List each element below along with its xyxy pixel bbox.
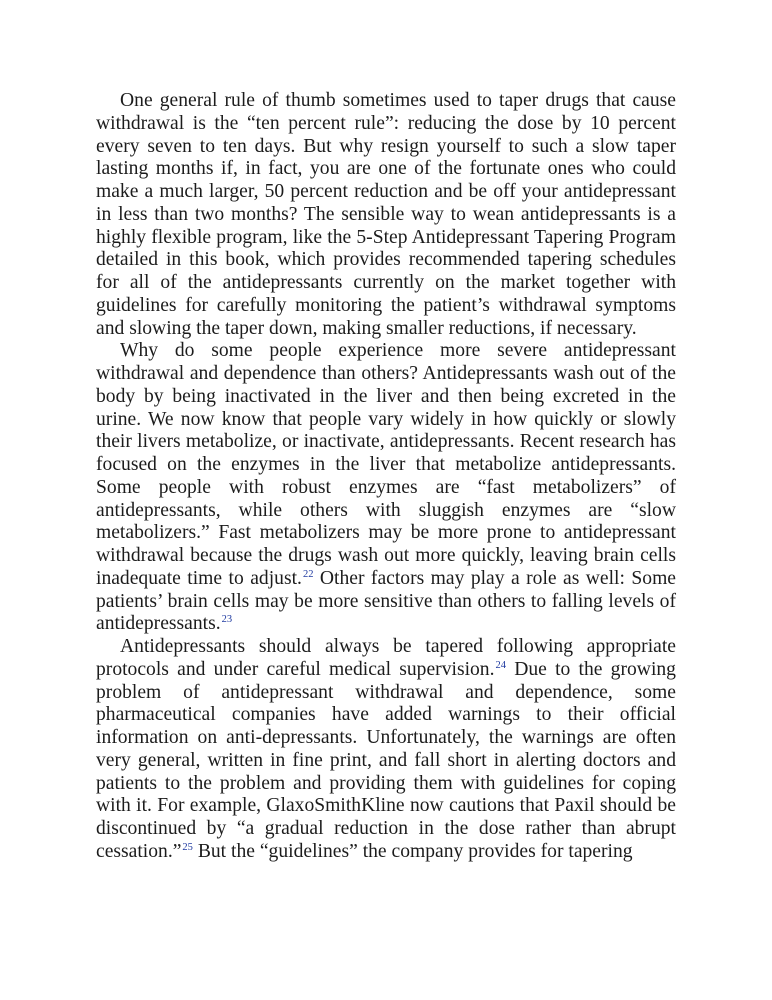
paragraph-text: But the “guidelines” the company provides for tapering — [192, 840, 633, 862]
footnote-ref-22[interactable]: 22 — [302, 568, 314, 580]
paragraph-metabolizers — [96, 340, 676, 636]
footnote-ref-24[interactable]: 24 — [495, 659, 507, 671]
paragraph-warnings — [96, 636, 676, 864]
paragraph-text: Antidepressants should always be tapered following appropriate protocols and under careful medical supervision. — [96, 636, 676, 680]
footnote-ref-23[interactable]: 23 — [221, 614, 233, 626]
footnote-ref-25[interactable]: 25 — [182, 841, 193, 853]
paragraph-text: Due to the growing problem of antidepressant withdrawal and dependence, some pharmaceutical companies have added warnings to their official information on anti-depressants. Unfortunately, the warnings are often very general, written in fine print, and fall short in alerting doctors and patients to the problem and providing them with guidelines for coping with it. For example, GlaxoSmithKline now cautions that Paxil should be discontinued by “a gradual reduction in the dose rather than abrupt cessation.” — [96, 658, 676, 862]
document-page — [96, 90, 676, 864]
paragraph-text: One general rule of thumb sometimes used to taper drugs that cause withdrawal is the “ten percent rule”: reducing the dose by 10 percent every seven to ten days. But why resign yourself to such a slow taper lasting months if, in fact, you are one of the fortunate ones who could make a much larger, 50 percent reduction and be off your antidepressant in less than two months? The sensible way to wean antidepressants is a highly flexible program, like the 5-Step Antidepressant Tapering Program detailed in this book, which provides recommended tapering schedules for all of the antidepressants currently on the market together with guidelines for carefully monitoring the patient’s withdrawal symptoms and slowing the taper down, making smaller reductions, if necessary. — [96, 90, 676, 339]
paragraph-taper-rule — [96, 90, 676, 340]
paragraph-text: Other factors may play a role as well: Some patients’ brain cells may be more sensitive than others to falling levels of antidepressants. — [96, 567, 677, 635]
paragraph-text: Why do some people experience more severe antidepressant withdrawal and dependence than others? Antidepressants wash out of the body by being inactivated in the liver and then being excreted in the urine. We now know that people vary widely in how quickly or slowly their livers metabolize, or inactivate, antidepressants. Recent research has focused on the enzymes in the liver that metabolize antidepressants. Some people with robust enzymes are “fast metabolizers” of antidepressants, while others with sluggish enzymes are “slow metabolizers.” Fast metabolizers may be more prone to antidepressant withdrawal because the drugs wash out more quickly, leaving brain cells inadequate time to adjust. — [96, 340, 676, 589]
